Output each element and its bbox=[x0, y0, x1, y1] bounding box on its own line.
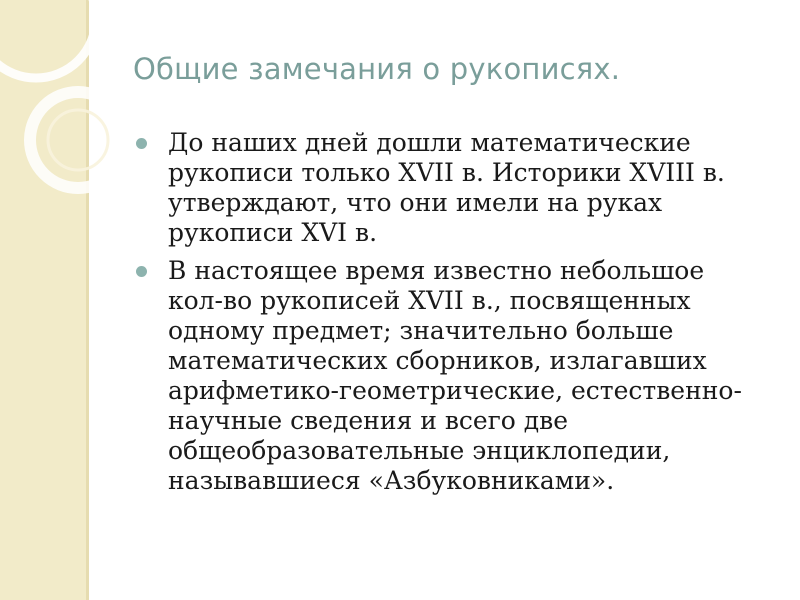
bullet-2-line-5: арифметико-геометрические, естественно- bbox=[168, 376, 742, 405]
bullet-1-line-4: рукописи XVI в. bbox=[168, 218, 378, 247]
bullet-2-line-8: называвшиеся «Азбуковниками». bbox=[168, 466, 615, 495]
bullet-1-line-3: утверждают, что они имели на руках bbox=[168, 188, 663, 217]
circle-bullet-icon bbox=[136, 266, 147, 277]
bullet-2-line-7: общеобразовательные энциклопедии, bbox=[168, 436, 671, 465]
bullet-2-line-1: В настоящее время известно небольшое bbox=[168, 256, 705, 285]
circle-bullet-icon bbox=[136, 138, 147, 149]
bullet-item-2 bbox=[136, 256, 786, 496]
bullet-2-line-6: научные сведения и всего две bbox=[168, 406, 569, 435]
bullet-2-line-4: математических сборников, излагавших bbox=[168, 346, 707, 375]
bullet-1-line-2: рукописи только XVII в. Историки XVIII в. bbox=[168, 158, 725, 187]
bullet-list bbox=[136, 128, 786, 504]
bullet-item-1 bbox=[136, 128, 786, 248]
concentric-rings-decoration bbox=[0, 0, 140, 200]
bullet-1-line-1: До наших дней дошли математические bbox=[168, 128, 691, 157]
bullet-2-line-2: кол-во рукописей XVII в., посвященных bbox=[168, 286, 691, 315]
slide-title: Общие замечания о рукописях. bbox=[133, 52, 621, 86]
bullet-2-line-3: одному предмет; значительно больше bbox=[168, 316, 674, 345]
